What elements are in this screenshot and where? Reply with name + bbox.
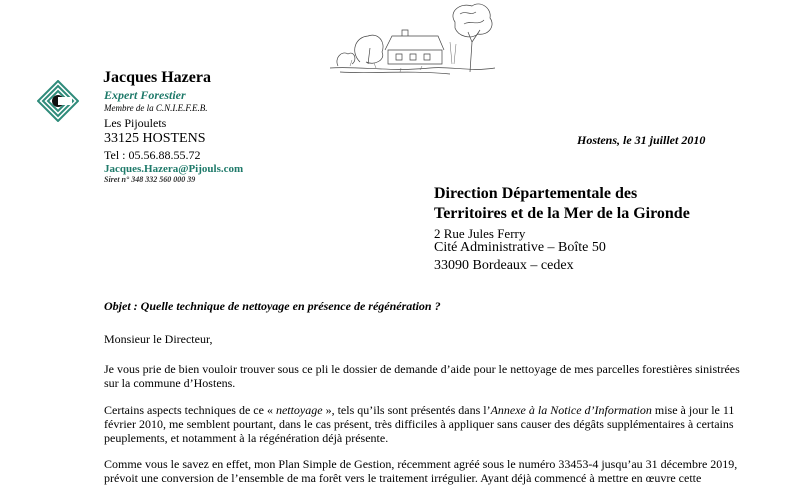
paragraph-line <box>104 403 754 417</box>
sender-membership: Membre de la C.N.I.E.F.E.B. <box>104 103 208 113</box>
recipient-line5: 33090 Bordeaux – cedex <box>434 258 574 273</box>
sender-phone: Tel : 05.56.88.55.72 <box>104 148 201 162</box>
sender-title: Expert Forestier <box>104 88 186 102</box>
text-run: mise à jour le 11 <box>651 403 735 417</box>
text-run: », tels qu’ils sont présentés dans l’ <box>322 403 491 417</box>
salutation: Monsieur le Directeur, <box>104 332 213 346</box>
place-date: Hostens, le 31 juillet 2010 <box>577 133 706 147</box>
paragraph-line: février 2010, me semblent pourtant, dans le cas présent, très difficiles à appliquer sans causer des dégâts supplémentaires à certains <box>104 417 734 431</box>
paragraph-line: prévoit une conversion de l’ensemble de ma forêt vers le traitement irrégulier. Ayant déjà commencé à mettre en œuvre cette <box>104 471 702 485</box>
sender-address-line1: Les Pijoulets <box>104 116 167 130</box>
sender-email-link[interactable]: Jacques.Hazera@Pijouls.com <box>104 163 244 175</box>
recipient-line1: Direction Départementale des <box>434 185 638 202</box>
subject-line: Objet : Quelle technique de nettoyage en présence de régénération ? <box>104 299 441 313</box>
paragraph-line: Je vous prie de bien vouloir trouver sous ce pli le dossier de demande d’aide pour le nettoyage de mes parcelles forestières sinistrées <box>104 362 740 376</box>
text-run-italic: Annexe à la Notice d’Information <box>490 403 652 417</box>
recipient-line3: 2 Rue Jules Ferry <box>434 226 526 241</box>
text-run-italic: nettoyage <box>275 403 323 417</box>
farmhouse-sketch-illustration <box>330 2 495 77</box>
cniefeb-logo-icon <box>37 80 79 122</box>
paragraph-line: Comme vous le savez en effet, mon Plan Simple de Gestion, récemment agréé sous le numéro 33453-4 jusqu’au 31 décembre 2019, <box>104 457 738 471</box>
recipient-line4: Cité Administrative – Boîte 50 <box>434 240 606 255</box>
paragraph-3 <box>104 457 754 485</box>
paragraph-line: sur la commune d’Hostens. <box>104 376 236 390</box>
recipient-line2: Territoires et de la Mer de la Gironde <box>434 205 690 222</box>
sender-address-line2: 33125 HOSTENS <box>104 131 206 146</box>
paragraph-line: peuplements, et notamment à la régénération déjà présente. <box>104 431 389 445</box>
paragraph-2 <box>104 403 754 445</box>
sender-siret: Siret n° 348 332 560 000 39 <box>104 175 196 184</box>
text-run: Certains aspects techniques de ce « <box>104 403 276 417</box>
sender-name: Jacques Hazera <box>103 69 211 86</box>
paragraph-1 <box>104 362 754 390</box>
